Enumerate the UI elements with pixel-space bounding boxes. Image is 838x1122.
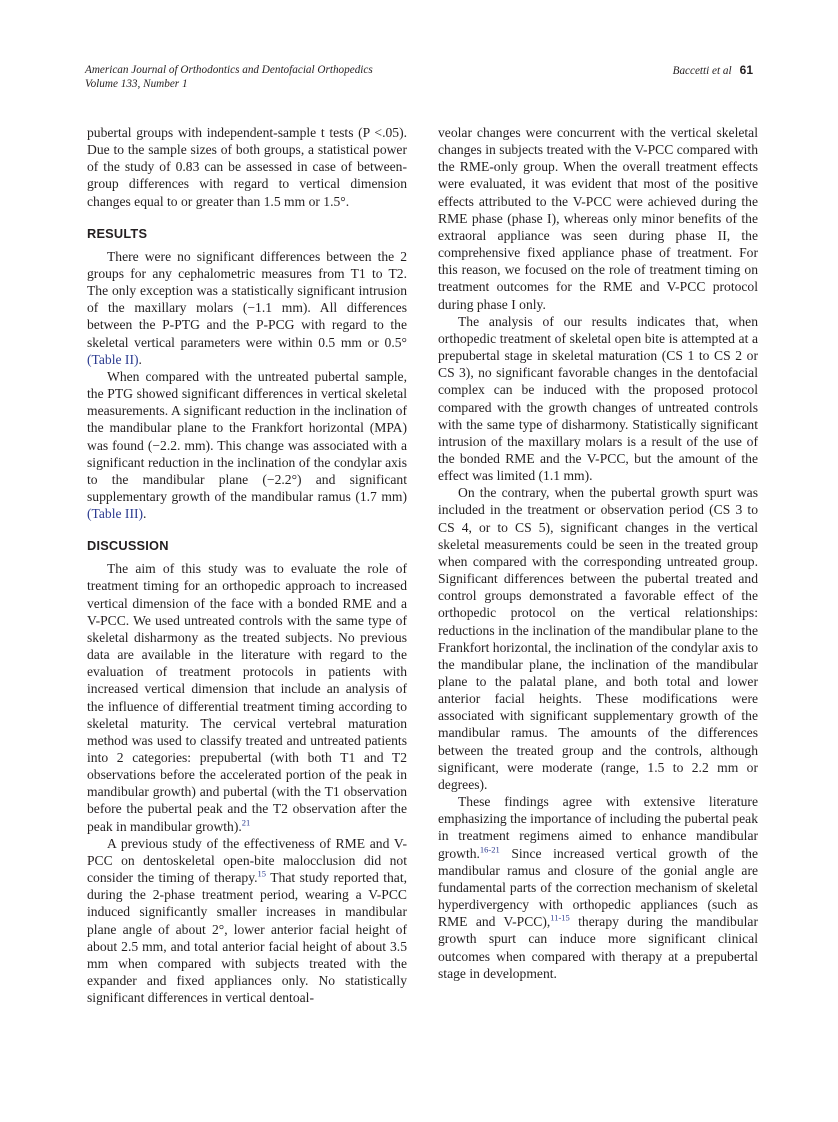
results-paragraph-2 bbox=[87, 368, 407, 522]
journal-title bbox=[85, 63, 753, 91]
paragraph-continued: veolar changes were concurrent with the vertical skeletal changes in subjects treated with the V-PCC compared with the RME-only group. When the overall treatment effects were evaluated, it was evident that most of the positive effects attributed to the V-PCC were achieved during the RME phase (phase I), whereas only minor benefits of the extraoral appliance was seen during phase II, the comprehensive fixed appliance phase of treatment. For this reason, we focused on the role of treatment timing on treatment outcomes for the RME and V-PCC protocol during phase I only. bbox=[438, 125, 758, 312]
paragraph-text: . bbox=[143, 506, 147, 522]
citation-11-15[interactable]: 11-15 bbox=[550, 912, 570, 923]
citation-21[interactable]: 21 bbox=[241, 817, 251, 828]
discussion-paragraph-1 bbox=[87, 560, 407, 835]
journal-name: American Journal of Orthodontics and Dentofacial Orthopedics bbox=[85, 64, 373, 76]
table-ii-link[interactable]: (Table II) bbox=[87, 351, 139, 367]
left-column bbox=[87, 124, 407, 1006]
results-paragraph-1 bbox=[87, 248, 407, 368]
paragraph-text: Since increased vertical growth of the mandibular ramus and closure of the gonial angle are fundamental parts of the correction mechanism of skeletal hyperdivergency with orthopedic appliances (such as RME and V-PCC), bbox=[438, 845, 758, 930]
paragraph-text: A previous study of the effectiveness of RME and V-PCC on dentoskeletal open-bite malocclusion did not consider the timing of therapy. bbox=[87, 835, 407, 886]
paragraph-text: That study reported that, during the 2-phase treatment period, wearing a V-PCC induced significantly smaller increases in mandibular plane angle of about 2°, lower anterior facial height of about 2.5 mm, and total anterior facial height of about 3.5 mm when compared with subjects treated with the expander and fixed appliances only. No statistically significant differences in vertical dentoal- bbox=[87, 870, 407, 1006]
paragraph-continued: pubertal groups with independent-sample t tests (P <.05). Due to the sample sizes of both groups, a statistical power of the study of 0.83 can be assessed in case of between-group differences with regard to vertical dimension changes equal to or greater than 1.5 mm or 1.5°. bbox=[87, 125, 407, 209]
page-header bbox=[85, 63, 753, 91]
discussion-paragraph-2 bbox=[87, 835, 407, 1007]
citation-16-21[interactable]: 16-21 bbox=[479, 844, 500, 855]
paragraph-text: These findings agree with extensive literature emphasizing the importance of including the pubertal peak in treatment regimens aimed to enhance mandibular growth. bbox=[438, 794, 758, 861]
discussion-paragraph-3: The analysis of our results indicates that, when orthopedic treatment of skeletal open bite is attempted at a prepubertal stage in skeletal maturation (CS 1 to CS 2 or CS 3), no significant favorable changes in the dentofacial complex can be induced with the proposed protocol compared with the growth changes of untreated controls with the same type of disharmony. Statistically significant intrusion of the maxillary molars is a result of the use of the bonded RME and the V-PCC, but the amount of the effect was limited (1.1 mm). bbox=[438, 313, 758, 484]
paragraph-text: The aim of this study was to evaluate the role of treatment timing for an orthopedic approach to increased vertical dimension of the face with a bonded RME and a V-PCC. We used untreated controls with the same type of skeletal disharmony as the treated subjects. No previous data are available in the literature with regard to the evaluation of treatment protocols in patients with increased vertical dimension that include an analysis of the influence of differential treatment timing according to skeletal maturity. The cervical vertebral maturation method was used to classify treated and untreated patients into 2 categories: prepubertal (with both T1 and T2 observations before the accelerated portion of the peak in mandibular growth) and pubertal (with the T1 observation before the pubertal peak and the T2 observation after the peak in mandibular growth). bbox=[87, 561, 407, 834]
paragraph-text: . bbox=[138, 351, 142, 367]
right-column bbox=[438, 124, 758, 982]
discussion-paragraph-5 bbox=[438, 793, 758, 982]
section-heading-discussion: DISCUSSION bbox=[87, 538, 169, 554]
citation-15[interactable]: 15 bbox=[257, 868, 267, 879]
running-head bbox=[673, 63, 753, 78]
page-number: 61 bbox=[739, 63, 753, 77]
running-author: Baccetti et al bbox=[672, 65, 732, 77]
paragraph-text: When compared with the untreated pubertal sample, the PTG showed significant differences in vertical skeletal measurements. A significant reduction in the inclination of the mandibular plane to the Frankfort horizontal (MPA) was found (−2.2. mm). This change was associated with a significant reduction in the inclination of the condylar axis to the mandibular plane (−2.2°) and significant supplementary growth of the mandibular ramus (1.7 mm) bbox=[87, 368, 407, 504]
section-heading-results: RESULTS bbox=[87, 225, 148, 241]
paragraph-text: therapy during the mandibular growth spurt can induce more significant clinical outcomes when compared with therapy at a prepubertal stage in development. bbox=[438, 914, 758, 981]
journal-volume: Volume 133, Number 1 bbox=[85, 78, 188, 90]
paragraph-text: There were no significant differences between the 2 groups for any cephalometric measures from T1 to T2. The only exception was a statistically significant intrusion of the maxillary molars (−1.1 mm). All differences between the P-PTG and the P-PCG with regard to the skeletal vertical parameters were within 0.5 mm or 0.5° bbox=[87, 248, 407, 350]
table-iii-link[interactable]: (Table III) bbox=[87, 506, 144, 522]
discussion-paragraph-4: On the contrary, when the pubertal growth spurt was included in the treatment or observation period (CS 3 to CS 4, or to CS 5), significant changes in the vertical skeletal measurements could be seen in the treated group when compared with the corresponding untreated group. Significant differences between the pubertal treated and control groups demonstrated a favorable effect of the orthopedic protocol on the vertical relationships: reductions in the inclination of the mandibular plane to the Frankfort horizontal, the inclination of the condylar axis to the mandibular plane, the inclination of the mandibular plane to the palatal plane, and both total and lower anterior facial heights. These modifications were associated with significant supplementary growth of the mandibular ramus. The amounts of the differences between the treated group and the controls, although significant, were moderate (range, 1.5 to 2.2 mm or degrees). bbox=[438, 485, 758, 792]
